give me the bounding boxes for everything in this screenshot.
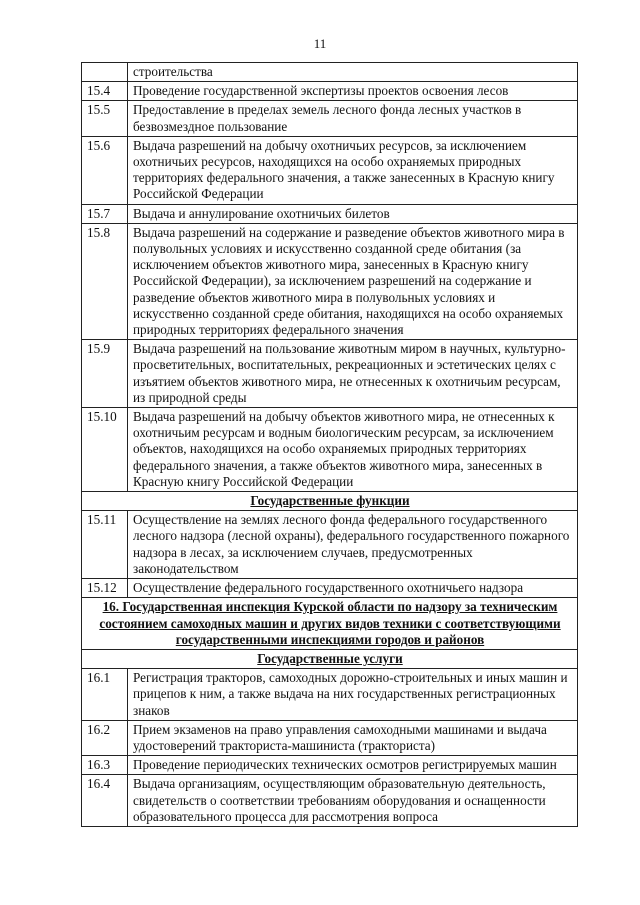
item-description: Осуществление на землях лесного фонда федерального государственного лесного надзора (лесной охраны), федерального государственного пожарного надзора в лесах, за исключением случаев, предусмотренных законодательством	[128, 511, 578, 579]
item-description: Прием экзаменов на право управления самоходными машинами и выдача удостоверений тракториста-машиниста (тракториста)	[128, 720, 578, 755]
page-number: 11	[313, 36, 327, 51]
item-description: Выдача разрешений на содержание и разведение объектов животного мира в полувольных условиях и искусственно созданной среде обитания (за исключением объектов животного мира, занесенных в Красную книгу Российской Федерации), за исключением разрешений на содержание и разведение объектов животного мира в полувольных условиях и искусственно созданной среде обитания, находящихся на особо охраняемых природных территориях федерального значения	[128, 223, 578, 339]
item-number: 15.10	[82, 408, 128, 492]
item-number	[82, 63, 128, 82]
item-description: Проведение периодических технических осмотров регистрируемых машин	[128, 756, 578, 775]
item-description: Осуществление федерального государственного охотничьего надзора	[128, 579, 578, 598]
item-number: 15.8	[82, 223, 128, 339]
section-header-row	[82, 598, 578, 650]
table-row	[82, 63, 578, 82]
table-row	[82, 756, 578, 775]
table-row	[82, 82, 578, 101]
item-number: 16.3	[82, 756, 128, 775]
item-number: 15.9	[82, 340, 128, 408]
item-number: 16.2	[82, 720, 128, 755]
table-row	[82, 223, 578, 339]
item-description: Выдача разрешений на добычу охотничьих ресурсов, за исключением охотничьих ресурсов, находящихся на особо охраняемых природных территориях федерального значения, а также занесенных в Красную книгу Российской Федерации	[128, 136, 578, 204]
table-row	[82, 775, 578, 827]
table-row	[82, 101, 578, 136]
services-table	[81, 62, 578, 827]
table-row	[82, 720, 578, 755]
section-header-row	[82, 492, 578, 511]
item-number: 16.4	[82, 775, 128, 827]
item-description: Выдача разрешений на пользование животным миром в научных, культурно-просветительных, воспитательных, рекреационных и эстетических целях с изъятием объектов животного мира, не отнесенных к охотничьим ресурсам, из природной среды	[128, 340, 578, 408]
table-row	[82, 669, 578, 721]
item-description: Выдача организациям, осуществляющим образовательную деятельность, свидетельств о соответствии требованиям оборудования и оснащенности образовательного процесса для рассмотрения вопроса	[128, 775, 578, 827]
table-row	[82, 340, 578, 408]
table-row	[82, 408, 578, 492]
section-header-row	[82, 649, 578, 668]
item-description: Регистрация тракторов, самоходных дорожно-строительных и иных машин и прицепов к ним, а также выдача на них государственных регистрационных знаков	[128, 669, 578, 721]
item-description: Предоставление в пределах земель лесного фонда лесных участков в безвозмездное пользование	[128, 101, 578, 136]
section-header: Государственные функции	[82, 492, 578, 511]
item-number: 15.7	[82, 204, 128, 223]
item-description: Выдача разрешений на добычу объектов животного мира, не отнесенных к охотничьим ресурсам и водным биологическим ресурсам, за исключением объектов, находящихся на особо охраняемых природных территориях федерального значения, а также объектов животного мира, занесенных в Красную книгу Российской Федерации	[128, 408, 578, 492]
section-header: 16. Государственная инспекция Курской области по надзору за техническим состоянием самоходных машин и других видов техники с соответствующими государственными инспекциями городов и районов	[82, 598, 578, 650]
item-number: 16.1	[82, 669, 128, 721]
table-row	[82, 511, 578, 579]
item-description: строительства	[128, 63, 578, 82]
table-row	[82, 204, 578, 223]
section-header: Государственные услуги	[82, 649, 578, 668]
item-description: Выдача и аннулирование охотничьих билетов	[128, 204, 578, 223]
services-table-body	[82, 63, 578, 827]
item-number: 15.11	[82, 511, 128, 579]
table-row	[82, 136, 578, 204]
table-row	[82, 579, 578, 598]
item-number: 15.5	[82, 101, 128, 136]
item-number: 15.4	[82, 82, 128, 101]
item-number: 15.6	[82, 136, 128, 204]
item-description: Проведение государственной экспертизы проектов освоения лесов	[128, 82, 578, 101]
item-number: 15.12	[82, 579, 128, 598]
